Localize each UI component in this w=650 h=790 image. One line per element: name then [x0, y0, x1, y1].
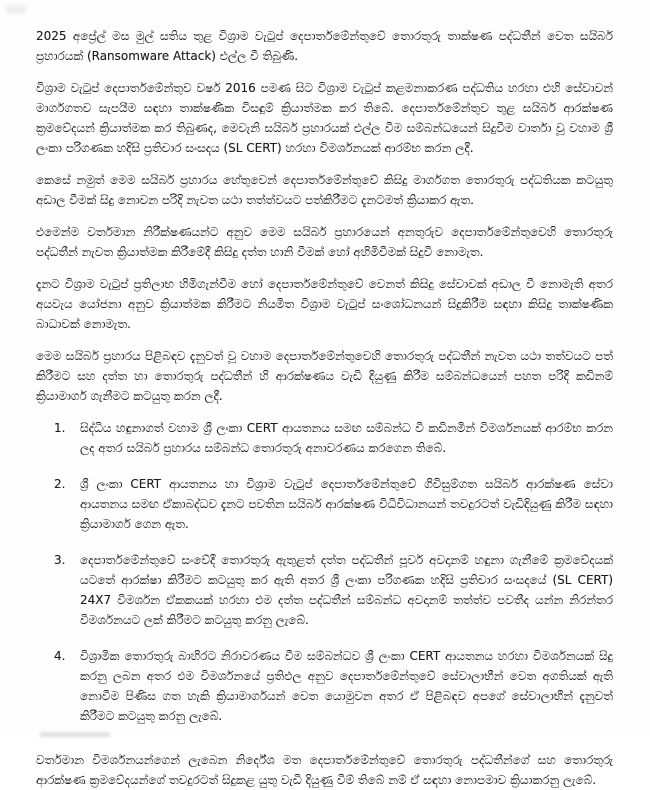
list-item — [36, 474, 613, 534]
list-item-text: සිද්ධිය හඳුනාගත් වහාම ශ්‍රී ලංකා CERT ආයතනය සමඟ සම්බන්ධ වී කඩිනමින් විමර්ශනයක් ආරම්භ කරන ලද අතර සයිබර් ප්‍රහාරය සම්බන්ධ තොරතුරු අනාවරණය කරගෙන තිබේ. — [80, 421, 613, 455]
numbered-list — [36, 418, 613, 726]
list-item-number: 4. — [54, 649, 66, 663]
list-item-text: දෙපාර්තමේන්තුවේ සංවේදී තොරතුරු ඇතුළත් දත්ත පද්ධතීන් පූර්ව අවදානම් හඳුනා ගැනීමේ ක්‍රමවේදයක් යටතේ ආරක්ෂා කිරීමට කටයුතු කර ඇති අතර ශ්‍රී ලංකා පරිගණක හදිසි ප්‍රතිචාර සංසදයේ (SL CERT) 24X7 විමර්ශන ඒකකයක් හරහා එම දත්ත පද්ධතීන් සම්බන්ධ අවදානම් තත්ත්ව පවතීද යන්න නිරන්තර විමර්ශනයට ලක් කිරීමට කටයුතු කරනු ලැබේ. — [80, 553, 613, 627]
list-item — [36, 646, 613, 726]
list-item — [36, 418, 613, 458]
list-item-text: ශ්‍රී ලංකා CERT ආයතනය හා විශ්‍රාම වැටුප් දෙපාර්තමේන්තුවේ ගිවිසුම්ගත සයිබර් ආරක්ෂණ සේවා ආයතනය සමඟ ඒකාබද්ධව දැනට පවතින සයිබර් ආරක්ෂණ විධිවිධානයන් තවදුරටත් වැඩිදියුණු කිරීම සඳහා ක්‍රියාමාර්ග ගෙන ඇත. — [80, 477, 613, 531]
body-paragraph: මෙම සයිබර් ප්‍රහාරය පිළිබඳව දැනුවත් වූ වහාම දෙපාර්තමේන්තුවෙහි තොරතුරු පද්ධතීන් නැවත යථා තත්වයට පත් කිරීමට සහ දත්ත හා තොරතුරු පද්ධතීන් හි ආරක්ෂණය වැඩි දියුණු කිරීම සම්බන්ධයෙන් පහත පරිදි කඩිනම් ක්‍රියාමාර්ග ගැනීමට කටයුතු කරන ලදී. — [36, 349, 613, 403]
closing-paragraph: වර්තමාන විමර්ශනයන්ගෙන් ලැබෙන නිර්දේශ මත දෙපාර්තමේන්තුවේ තොරතුරු පද්ධතීන්ගේ සහ තොරතුරු ආරක්ෂණ ක්‍රමවේදයන්ගේ තවදුරටත් සිදුකළ යුතු වැඩි දියුණු වීම් තිබේ නම් ඒ සඳහා නොපමාව ක්‍රියාකරනු ලැබේ. — [36, 753, 613, 787]
body-paragraph: 2025 අප්‍රේල් මස මුල් සතිය තුළ විශ්‍රාම වැටුප් දෙපාර්තමේන්තුවේ තොරතුරු තාක්ෂණ පද්ධතීන් වෙත සයිබර් ප්‍රහාරයක් (Ransomware Attack) එල්ල වී තිබුණි. — [36, 29, 613, 63]
scan-smudge-artifact — [6, 5, 26, 14]
list-item-number: 2. — [54, 477, 66, 491]
list-item — [36, 550, 613, 630]
list-item-text: විශ්‍රාමික තොරතුරු බාහිරට නිරාවරණය වීම සම්බන්ධව ශ්‍රී ලංකා CERT ආයතනය හරහා විමර්ශනයක් සිදු කරනු ලබන අතර එම විමර්ශනයේ ප්‍රතිඵල අනුව දෙපාර්තමේන්තුවේ සේවාලාභීන් වෙත අගතියක් ඇති නොවීම පිණිස ගත හැකි ක්‍රියාමාර්ගයන් වෙත යොමුවන අතර ඒ පිළිබඳව අපගේ සේවාලාභීන් දැනුවත් කිරීමට කටයුතු කරනු ලැබේ. — [80, 649, 613, 723]
cutoff-text-artifact — [40, 732, 110, 737]
body-paragraph: විශ්‍රාම වැටුප් දෙපාර්තමේන්තුව වර්ෂ 2016 පමණ සිට විශ්‍රාම වැටුප් කළමනාකරණ පද්ධතිය හරහා එහි සේවාවන් මාර්ගගතව සැපයීම සඳහා තාක්ෂණික විසඳුම් ක්‍රියාත්මක කර තිබේ. දෙපාර්තමේන්තුව තුළ සයිබර් ආරක්ෂණ ක්‍රමවේදයන් ක්‍රියාත්මක කර තිබුණද, මෙවැනි සයිබර් ප්‍රහාරයක් එල්ල වීම සම්බන්ධයෙන් සිදුවීම වාර්තා වූ වහාම ශ්‍රී ලංකා පරිගණක හදිසි ප්‍රතිචාර සංසදය (SL CERT) හරහා විමර්ශනයක් ආරම්භ කරන ලදී. — [36, 81, 613, 155]
list-item-number: 1. — [54, 421, 66, 435]
body-paragraph: දැනට විශ්‍රාම වැටුප් ප්‍රතිලාභ හිමිගැන්වීම හෝ දෙපාර්තමේන්තුවේ වෙනත් කිසිදු සේවාවක් අඩාල වී නොමැති අතර අයවැය යෝජනා අනුව ක්‍රියාත්මක කිරීමට නියමිත විශ්‍රාම වැටුප් සංශෝධනයන් සිදුකිරීම සඳහා කිසිදු තාක්ෂණික බාධාවක් නොමැත. — [36, 277, 613, 331]
body-paragraph: කෙසේ නමුත් මෙම සයිබර් ප්‍රහාරය හේතුවෙන් දෙපාර්තමේන්තුවේ කිසිදු මාර්ගගත තොරතුරු පද්ධතියක කටයුතු අඩාල වීමක් සිදු නොවන පරිදි නැවත යථා තත්ත්වයට පත්කිරීමට දැනටමත් ක්‍රියාකර ඇත. — [36, 173, 613, 207]
list-item-number: 3. — [54, 553, 66, 567]
body-paragraph: එමෙන්ම වර්තමාන නිරීක්ෂණයන්ට අනුව මෙම සයිබර් ප්‍රහාරයෙන් අනතුරුව දෙපාර්තමේන්තුවෙහි තොරතුරු පද්ධතීන් නැවත ක්‍රියාත්මක කිරීමේදී කිසිදු දත්ත හානි වීමක් හෝ අහිමිවීමක් සිදුවී නොමැත. — [36, 225, 613, 259]
